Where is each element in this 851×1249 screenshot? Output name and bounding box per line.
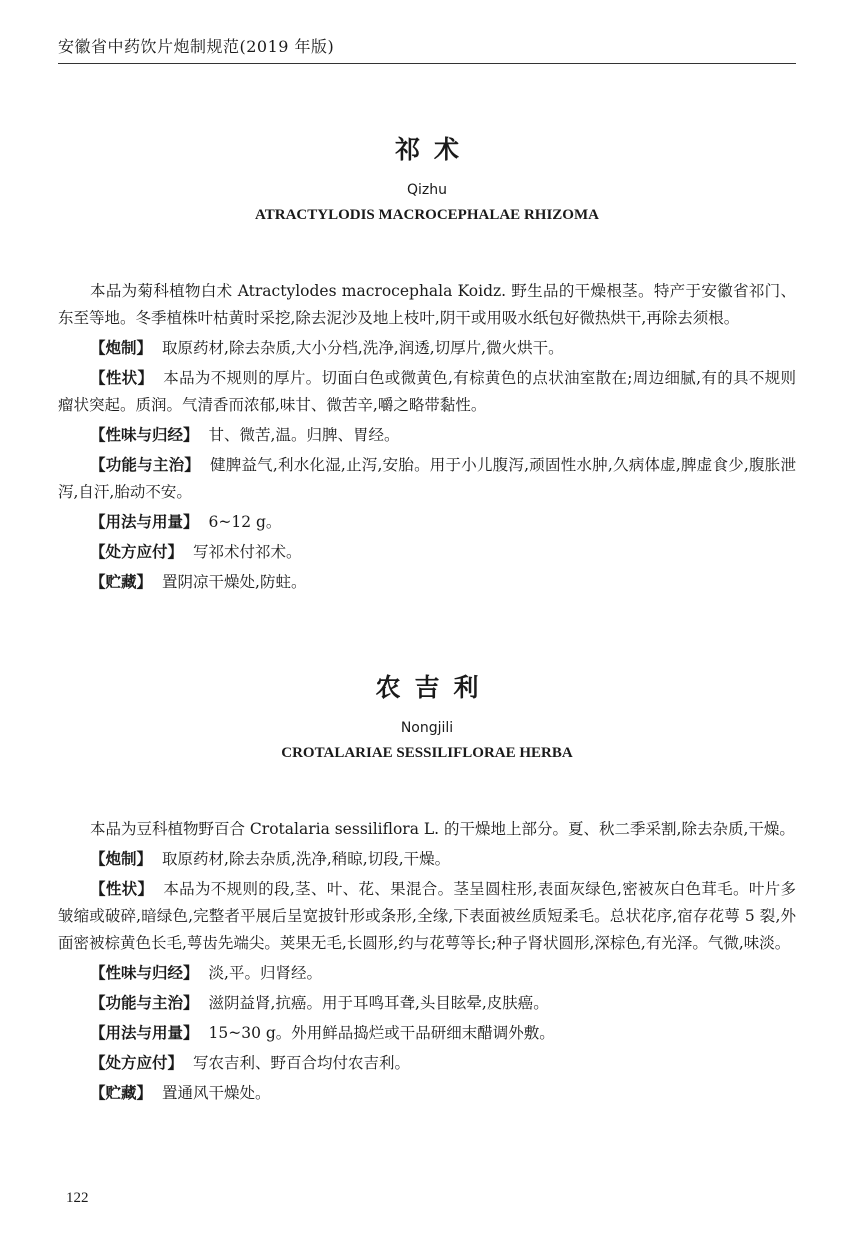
monograph-qizhu [58,130,796,596]
section-usage-dosage [58,509,796,536]
section-text: 健脾益气,利水化湿,止泻,安胎。用于小儿腹泻,顽固性水肿,久病体虚,脾虚食少,腹胀泄泻,自汗,胎动不安。 [58,456,796,501]
monograph-title: 祁术 [394,135,473,164]
section-description [58,876,796,957]
section-processing [58,846,796,873]
section-text: 15~30 g。外用鲜品捣烂或干品研细末醋调外敷。 [208,1024,555,1042]
monograph-latin-name: CROTALARIAE SESSILIFLORAE HERBA [281,745,573,761]
section-label: 【性味与归经】 [90,426,199,444]
section-text: 写农吉利、野百合均付农吉利。 [193,1054,411,1072]
section-storage [58,569,796,596]
intro-paragraph: 本品为菊科植物白术 Atractylodes macrocephala Koidz. 野生品的干燥根茎。特产于安徽省祁门、东至等地。冬季植株叶枯黄时采挖,除去泥沙及地上枝叶,阴干或用吸水纸包好微热烘干,再除去须根。 [58,282,796,327]
section-usage-dosage [58,1020,796,1047]
section-text: 滋阴益肾,抗癌。用于耳鸣耳聋,头目眩晕,皮肤癌。 [208,994,549,1012]
section-text: 甘、微苦,温。归脾、胃经。 [208,426,400,444]
section-label: 【功能与主治】 [90,456,201,474]
section-text: 6~12 g。 [208,513,282,531]
monograph-pinyin: Qizhu [406,182,447,198]
section-function-indication [58,990,796,1017]
section-label: 【功能与主治】 [90,994,199,1012]
section-property-meridian [58,960,796,987]
section-dispensing [58,539,796,566]
monograph-pinyin: Nongjili [400,720,454,736]
section-label: 【处方应付】 [90,1054,184,1072]
section-property-meridian [58,422,796,449]
section-label: 【用法与用量】 [90,513,199,531]
running-header: 安徽省中药饮片炮制规范(2019 年版) [58,37,335,56]
section-label: 【贮藏】 [90,573,153,591]
section-description [58,365,796,419]
section-label: 【性味与归经】 [90,964,199,982]
section-text: 写祁术付祁术。 [193,543,302,561]
monograph-title: 农吉利 [375,673,493,702]
section-text: 置通风干燥处。 [162,1084,271,1102]
section-storage [58,1080,796,1107]
section-label: 【贮藏】 [90,1084,153,1102]
section-text: 取原药材,除去杂质,大小分档,洗净,润透,切厚片,微火烘干。 [162,339,564,357]
monograph-nongjili [58,668,796,1107]
section-label: 【处方应付】 [90,543,184,561]
section-text: 取原药材,除去杂质,洗净,稍晾,切段,干燥。 [162,850,451,868]
header-rule [58,63,796,64]
section-label: 【炮制】 [90,850,153,868]
section-processing [58,335,796,362]
section-text: 淡,平。归肾经。 [208,964,322,982]
section-label: 【炮制】 [90,339,153,357]
monograph-body [58,816,796,1107]
section-label: 【性状】 [90,880,154,898]
monograph-latin-name: ATRACTYLODIS MACROCEPHALAE RHIZOMA [255,207,599,223]
page-number: 122 [66,1190,89,1206]
section-text: 本品为不规则的段,茎、叶、花、果混合。茎呈圆柱形,表面灰绿色,密被灰白色茸毛。叶片多皱缩或破碎,暗绿色,完整者平展后呈宽披针形或条形,全缘,下表面被丝质短柔毛。总状花序,宿存花萼 5 裂,外面密被棕黄色长毛,萼齿先端尖。荚果无毛,长圆形,约与花萼等长;种子肾状圆形,深棕色,有光泽。气微,味淡。 [58,880,796,952]
section-function-indication [58,452,796,506]
section-text: 置阴凉干燥处,防蛀。 [162,573,307,591]
section-dispensing [58,1050,796,1077]
section-text: 本品为不规则的厚片。切面白色或微黄色,有棕黄色的点状油室散在;周边细腻,有的具不规则瘤状突起。质润。气清香而浓郁,味甘、微苦辛,嚼之略带黏性。 [58,369,796,414]
section-label: 【用法与用量】 [90,1024,199,1042]
intro-paragraph: 本品为豆科植物野百合 Crotalaria sessiliflora L. 的干燥地上部分。夏、秋二季采割,除去杂质,干燥。 [90,820,795,838]
monograph-body [58,278,796,596]
section-label: 【性状】 [90,369,154,387]
